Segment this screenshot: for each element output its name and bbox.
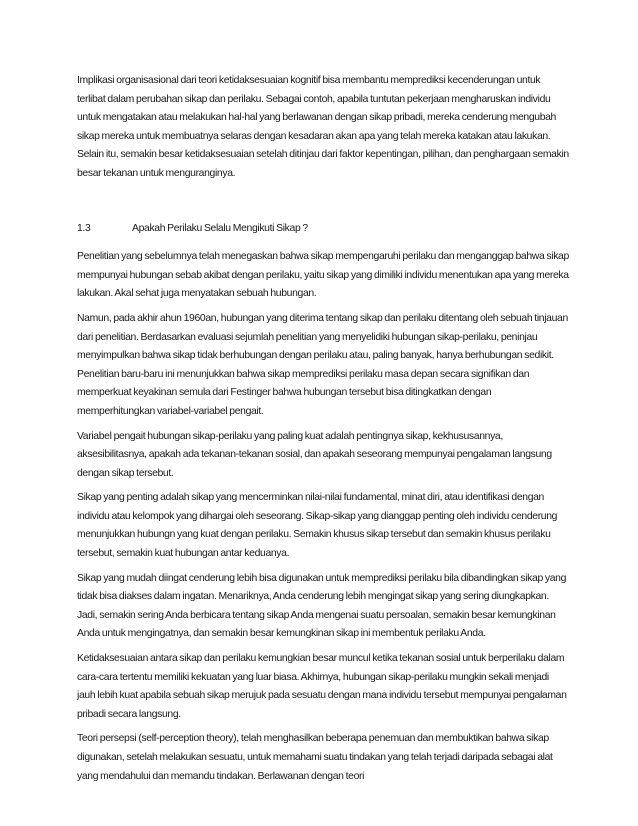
section-heading (77, 220, 569, 239)
body-paragraph: Ketidaksesuaian antara sikap dan perilaku kemungkian besar muncul ketika tekanan sosial untuk berperilaku dalam cara-cara tertentu memiliki kekuatan yang luar biasa. Akhirnya, hubungan sikap-perilaku mungkin sekali menjadi jauh lebih kuat apabila sebuah sikap merujuk pada sesuatu dengan mana individu tersebut mempunyai pengalaman pribadi secara langsung. (77, 653, 567, 720)
document-page (77, 72, 569, 792)
body-paragraph: Variabel pengait hubungan sikap-perilaku yang paling kuat adalah pentingnya sikap, kekhususannya, aksesibilitasnya, apakah ada tekanan-tekanan sosial, dan apakah seseorang mempunyai pengalaman langsung dengan sikap tersebut. (77, 430, 552, 479)
body-paragraph: Namun, pada akhir ahun 1960an, hubungan yang diterima tentang sikap dan perilaku ditentang oleh sebuah tinjauan dari penelitian. Berdasarkan evaluasi sejumlah penelitian yang menyelidiki hubungan sikap-perilaku, peninjau menyimpulkan bahwa sikap tidak berhubungan dengan perilaku atau, paling banyak, hanya berhubungan sedikit. Penelitian baru-baru ini menunjukkan bahwa sikap memprediksi perilaku masa depan secara signifikan dan memperkuat keyakinan semula dari Festinger bahwa hubungan tersebut bisa ditingkatkan dengan memperhitungkan variabel-variabel pengait. (77, 312, 568, 417)
body-paragraph: Penelitian yang sebelumnya telah menegaskan bahwa sikap mempengaruhi perilaku dan menganggap bahwa sikap mempunyai hubungan sebab akibat dengan perilaku, yaitu sikap yang dimiliki individu menentukan apa yang mereka lakukan. Akal sehat juga menyatakan sebuah hubungan. (77, 251, 569, 300)
body-paragraph: Teori persepsi (self-perception theory), telah menghasilkan beberapa penemuan dan membuktikan bahwa sikap digunakan, setelah melakukan sesuatu, untuk memahami suatu tindakan yang telah terjadi daripada sebagai alat yang mendahului dan memandu tindakan. Berlawanan dengan teori (77, 733, 553, 782)
body-paragraph: Sikap yang mudah diingat cenderung lebih bisa digunakan untuk memprediksi perilaku bila dibandingkan sikap yang tidak bisa diakses dalam ingatan. Menariknya, Anda cenderung lebih mengingat sikap yang sering diungkapkan. Jadi, semakin sering Anda berbicara tentang sikap Anda mengenai suatu persoalan, semakin besar kemungkinan Anda untuk mengingatnya, dan semakin besar kemungkinan sikap ini membentuk perilaku Anda. (77, 572, 567, 640)
section-number: 1.3 (77, 222, 91, 234)
body-paragraph: Sikap yang penting adalah sikap yang mencerminkan nilai-nilai fundamental, minat diri, atau identifikasi dengan individu atau kelompok yang dihargai oleh seseorang. Sikap-sikap yang dianggap penting oleh individu cenderung menunjukkan hubungn yang kuat dengan perilaku. Semakin khusus sikap tersebut dan semakin khusus perilaku tersebut, semakin kuat hubungan antar keduanya. (77, 492, 558, 560)
intro-paragraph: Implikasi organisasional dari teori ketidaksesuaian kognitif bisa membantu memprediksi kecenderungan untuk terlibat dalam perubahan sikap dan perilaku. Sebagai contoh, apabila tuntutan pekerjaan mengharuskan individu untuk mengatakan atau melakukan hal-hal yang berlawanan dengan sikap pribadi, mereka cenderung mengubah sikap mereka untuk membuatnya selaras dengan kesadaran akan apa yang telah mereka katakan atau lakukan. Selain itu, semakin besar ketidaksesuaian setelah ditinjau dari faktor kepentingan, pilihan, dan penghargaan semakin besar tekanan untuk menguranginya. (77, 75, 569, 179)
section-title: Apakah Perilaku Selalu Mengikuti Sikap ? (132, 222, 308, 234)
